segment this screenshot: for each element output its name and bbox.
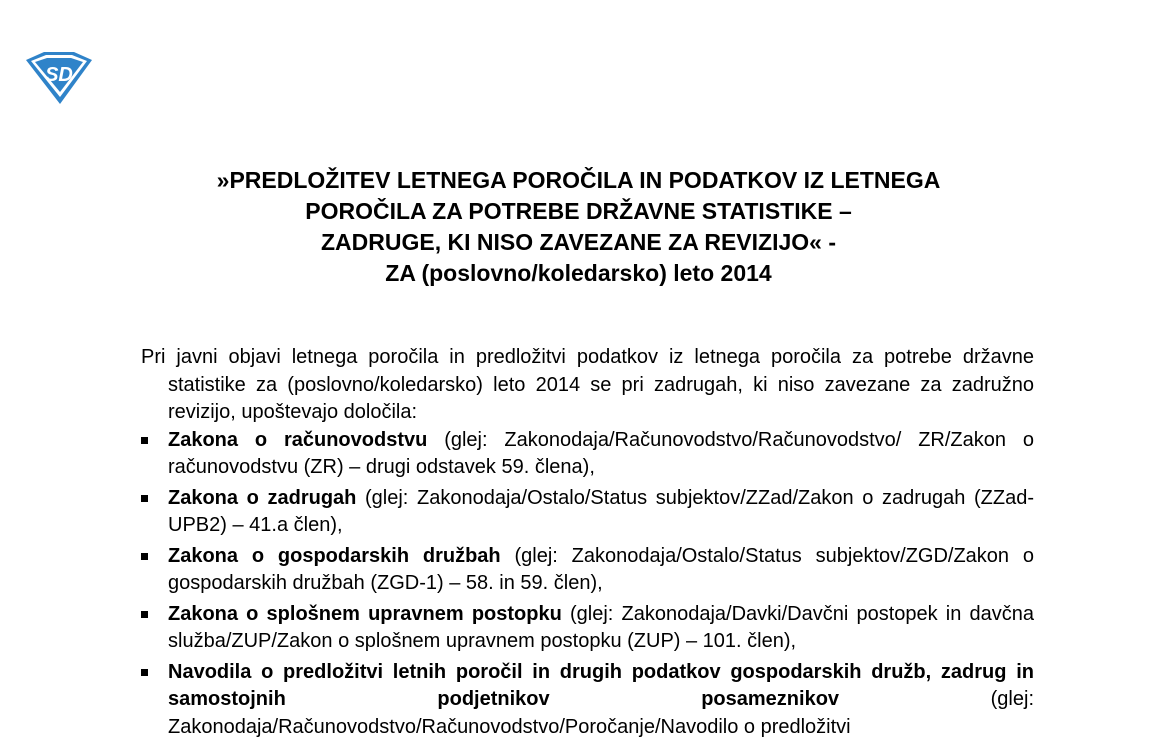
law-reference: (glej: Zakonodaja/Ostalo/Status subjektov/ZGD/Zakon o gospodarskih družbah (ZGD-1) – 58. in 59. člen), [168, 544, 1035, 594]
list-item [141, 659, 1034, 742]
list-item [141, 543, 1034, 598]
title-line-2: POROČILA ZA POTREBE DRŽAVNE STATISTIKE – [305, 198, 852, 224]
square-bullet-icon [141, 495, 148, 502]
law-reference: (glej: Zakonodaja/Računovodstvo/Računovodstvo/Poročanje/Navodilo o predložitvi [168, 688, 1034, 738]
title-line-3: ZADRUGE, KI NISO ZAVEZANE ZA REVIZIJO« - [321, 229, 836, 255]
law-name: Zakona o računovodstvu [168, 428, 428, 451]
square-bullet-icon [141, 669, 148, 676]
title-line-4: ZA (poslovno/koledarsko) leto 2014 [385, 260, 772, 286]
list-item [141, 427, 1034, 482]
list-item [141, 601, 1034, 656]
law-name: Zakona o zadrugah [168, 486, 357, 509]
law-name: Zakona o splošnem upravnem postopku [168, 602, 562, 625]
list-item [141, 485, 1034, 540]
law-reference: (glej: Zakonodaja/Ostalo/Status subjektov/ZZad/Zakon o zadrugah (ZZad-UPB2) – 41.a člen), [168, 486, 1035, 536]
square-bullet-icon [141, 611, 148, 618]
svg-text:SD: SD [45, 64, 73, 86]
document-body [141, 344, 1034, 744]
law-reference: (glej: Zakonodaja/Računovodstvo/Računovodstvo/ ZR/Zakon o računovodstvu (ZR) – drugi odstavek 59. člena), [168, 428, 1034, 478]
law-reference: (glej: Zakonodaja/Davki/Davčni postopek in davčna služba/ZUP/Zakon o splošnem upravnem postopku (ZUP) – 101. člen), [168, 602, 1034, 652]
law-list [141, 427, 1034, 742]
law-name: Navodila o predložitvi letnih poročil in drugih podatkov gospodarskih družb, zadrug in samostojnih podjetnikov posameznikov [168, 660, 1034, 710]
document-title [0, 165, 1157, 289]
company-logo [22, 50, 96, 106]
intro-paragraph: Pri javni objavi letnega poročila in predložitvi podatkov iz letnega poročila za potrebe državne statistike za (poslovno/koledarsko) leto 2014 se pri zadrugah, ki niso zavezane za zadružno revizijo, upoštevajo določila: [141, 346, 1034, 423]
law-name: Zakona o gospodarskih družbah [168, 544, 501, 567]
square-bullet-icon [141, 553, 148, 560]
title-line-1: »PREDLOŽITEV LETNEGA POROČILA IN PODATKOV IZ LETNEGA [216, 167, 941, 193]
square-bullet-icon [141, 437, 148, 444]
